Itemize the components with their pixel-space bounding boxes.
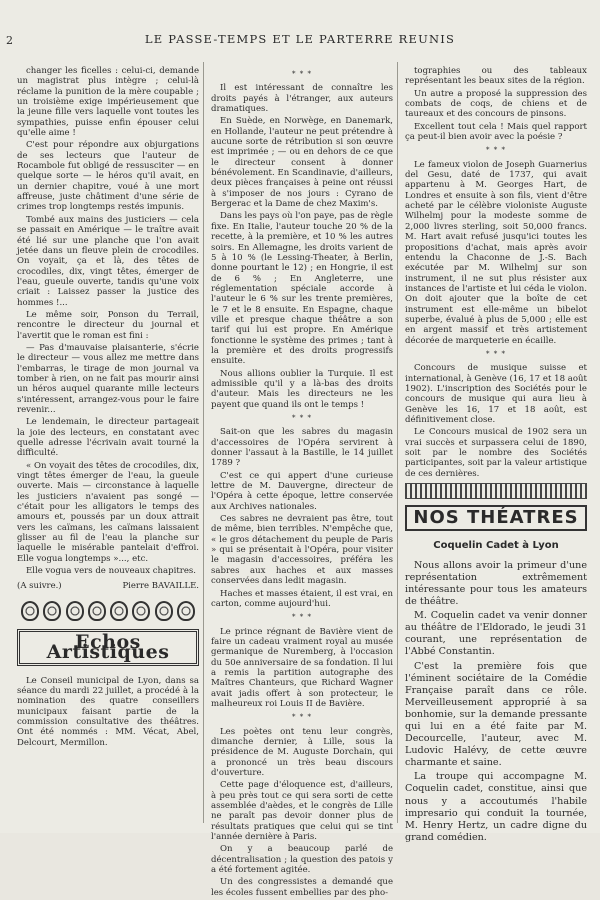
paragraph: Tombé aux mains des justiciers — cela se passait en Amérique — le traître avait été lié sur une planche que l'on avait jetée dans un fleuve plein de crocodiles. On voyait, ça et là, des têtes de crocodiles, dix, vingt têtes, émerger de l'eau, gueule ouverte, tandis qu'une voix criait : Laissez passer la justice des hommes !... bbox=[17, 214, 199, 308]
paragraph: Le prince régnant de Bavière vient de faire un cadeau vraiment royal au musée germanique de Nuremberg, à l'occasion du 50e anniversaire de sa fondation. Il lui a remis la partition autographe des Maîtres Chanteurs, que Richard Wagner avait jadis offert à son protecteur, le malheureux roi Louis II de Bavière. bbox=[211, 626, 393, 709]
ornament-icon bbox=[66, 601, 84, 621]
column-divider bbox=[203, 62, 204, 823]
ornament-icon bbox=[110, 601, 128, 621]
paragraph: — Pas d'mauvaise plaisanterie, s'écrie le directeur — vous allez me mettre dans l'embarras, le tirage de mon journal va tomber à rien, on ne fait pas mourir ainsi un héros auquel quarante mille lecteurs s'intéressent, arrangez-vous pour le faire revenir... bbox=[17, 342, 199, 415]
paragraph: C'est pour répondre aux objurgations de ses lecteurs que l'auteur de Rocambole fut obligé de ressusciter — en quelque sorte — le héros qu'il avait, en un dernier chapitre, voué à une mort affreuse, juste châtiment d'une série de crimes trop longtemps restés impunis. bbox=[17, 140, 199, 213]
separator-stars: * * * bbox=[486, 349, 506, 358]
ornament-icon bbox=[88, 601, 106, 621]
paragraph: Sait-on que les sabres du magasin d'accessoires de l'Opéra servirent à donner l'assaut à la Bastille, le 14 juillet 1789 ? bbox=[211, 427, 393, 469]
separator-stars: * * * bbox=[292, 414, 312, 422]
paragraph: Le Concours musical de 1902 sera un vrai succès et surpassera celui de 1890, soit par le nombre des Sociétés participantes, soit par la valeur artistique de ces dernières. bbox=[405, 427, 587, 479]
separator-stars: * * * bbox=[292, 70, 312, 78]
separator-stars: * * * bbox=[292, 613, 312, 622]
paragraph: Le fameux violon de Joseph Guarnerius del Gesu, daté de 1737, qui avait appartenu à M. Georges Hart, de Londres et ensuite à son fils, vient d'être acheté par le célèbre violoniste Auguste Wilhelmj pour la modeste somme de 2,000 livres sterling, soit 50,000 francs. M. Hart avait refusé jusqu'ici toutes les propositions d'achat, mais après avoir entendu la Chaconne de J.-S. Bach exécutée par M. Wilhelmj sur son instrument, il ne sut plus résister aux instances de l'artiste et lui céda le violon. On doit ajouter que la boîte de cet instrument est elle-même un bibelot superbe, évalué à plus de 5,000 ; elle est en argent massif et très artistement décorée de marqueterie en écaille. bbox=[405, 159, 587, 346]
paragraph: La troupe qui accompagne M. Coquelin cadet, constitue, ainsi que nous y a accoutumés l'habile impresario qui conduit la tournée, M. Henry Hertz, un cadre digne du grand comédien. bbox=[405, 771, 587, 843]
paragraph: Cette page d'éloquence est, d'ailleurs, à peu près tout ce qui sera sorti de cette assemblée d'aèdes, et le congrès de Lille ne paraît pas devoir donner plus de résultats pratiques que celui qui se tint l'année dernière à Paris. bbox=[211, 780, 393, 843]
paragraph: Ces sabres ne devraient pas être, tout de même, bien terribles. N'empêche que, « le gros détachement du peuple de Paris » qui se présentait à l'Opéra, pour visiter le magasin d'accessoires, préféra les sabres aux haches et aux masses conservées dans ledit magasin. bbox=[211, 514, 393, 587]
column-2 bbox=[211, 66, 393, 900]
decorative-border bbox=[405, 483, 587, 499]
paragraph: tographies ou des tableaux représentant les beaux sites de la région. bbox=[405, 66, 587, 87]
column-divider bbox=[397, 62, 398, 823]
paragraph: Il est intéressant de connaître les droits payés à l'étranger, aux auteurs dramatiques. bbox=[211, 83, 393, 115]
paragraph: « On voyait des têtes de crocodiles, dix, vingt têtes émerger de l'eau, la gueule ouverte. Mais — circonstance à laquelle les justiciers n'avaient pas songé — c'était pour les alligators le temps des amours et, poussés par un doux attrait vers les caïmans, les caïmans laissaient glisser au fil de l'eau la planche sur laquelle le misérable pantelait d'effroi. Elle vogua longtemps »..., etc. bbox=[17, 460, 199, 564]
separator-stars: * * * bbox=[486, 146, 506, 155]
paragraph: On y a beaucoup parlé de décentralisation ; la question des patois y a été fortement agitée. bbox=[211, 844, 393, 876]
paragraph: Les poètes ont tenu leur congrès, dimanche dernier, à Lille, sous la présidence de M. Auguste Dorchain, qui a prononcé un très beau discours d'ouverture. bbox=[211, 726, 393, 778]
separator-stars: * * * bbox=[292, 713, 312, 722]
column-1 bbox=[17, 66, 199, 750]
paragraph: Dans les pays où l'on paye, pas de règle fixe. En Italie, l'auteur touche 20 % de la recette, à la première, et 10 % les autres soirs. En Allemagne, les droits varient de 5 à 10 % (le Lessing-Theater, à Berlin, donne pourtant le 12) ; en Hongrie, il est de 6 % ; En Angleterre, une réglementation spéciale accorde à l'auteur le 6 % sur les trente premières, le 7 et le 8 ensuite. En Espagne, chaque ville et presque chaque théâtre a son tarif qui lui est propre. En Amérique fonctionne le système des primes ; tant à la première et des droits progressifs ensuite. bbox=[211, 211, 393, 367]
ornament-icon bbox=[21, 601, 39, 621]
ornament-band bbox=[21, 601, 195, 621]
paragraph: C'est la première fois que l'éminent sociétaire de la Comédie Française paraît dans ce rôle. Merveilleusement approprié à sa bonhomie, sur la demande pressante qui lui en a été faite par M. Decourcelle, l'auteur, avec M. Ludovic Halévy, de cette œuvre charmante et saine. bbox=[405, 660, 587, 769]
paragraph: Le même soir, Ponson du Terrail, rencontre le directeur du journal et l'avertit que le roman est fini : bbox=[17, 309, 199, 341]
paragraph: Le Conseil municipal de Lyon, dans sa séance du mardi 22 juillet, a procédé à la nomination des quatre conseillers municipaux faisant partie de la commission consultative des théâtres. Ont été nommés : MM. Vécat, Abel, Delcourt, Mermillon. bbox=[17, 675, 199, 748]
section-title-echos: Echos Artistiques bbox=[17, 629, 199, 666]
paragraph: Un autre a proposé la suppression des combats de coqs, de chiens et de taureaux et des concours de pinsons. bbox=[405, 88, 587, 120]
page-number: 2 bbox=[6, 34, 13, 47]
paragraph: Nous allions oublier la Turquie. Il est admissible qu'il y a là-bas des droits d'auteur. Mais les directeurs ne les payent que quand ils ont le temps ! bbox=[211, 368, 393, 410]
paragraph: Elle vogua vers de nouveaux chapitres. bbox=[26, 566, 197, 577]
article-subhead: Coquelin Cadet à Lyon bbox=[433, 540, 559, 552]
paragraph: Excellent tout cela ! Mais quel rapport ça peut-il bien avoir avec la poésie ? bbox=[405, 121, 587, 143]
running-header: LE PASSE-TEMPS ET LE PARTERRE REUNIS bbox=[144, 32, 456, 46]
paragraph: En Suède, en Norwège, en Danemark, en Hollande, l'auteur ne peut prétendre à aucune sorte de rétribution si son œuvre est imprimée ; — ou en dehors de ce que le directeur consent à donner bénévolement. En Scandinavie, d'ailleurs, deux pièces françaises à peine ont réussi à s'imposer de nos jours : Cyrano de Bergerac et la Dame de chez Maxim's. bbox=[211, 116, 393, 210]
section-title-theatres: NOS THÉATRES bbox=[405, 505, 587, 531]
paragraph: Concours de musique suisse et international, à Genève (16, 17 et 18 août 1902). L'inscription des Sociétés pour le concours de musique qui aura lieu à Genève les 16, 17 et 18 août, est définitivement close. bbox=[405, 363, 587, 425]
ornament-icon bbox=[177, 601, 195, 621]
ornament-icon bbox=[132, 601, 150, 621]
article-signature-line bbox=[17, 581, 199, 591]
paragraph: changer les ficelles : celui-ci, demande un magistrat plus intègre ; celui-là réclame la punition de la mère coupable ; un troisième exige impérieusement que la jeune fille vers laquelle vont toutes les sympathies, puisse enfin épouser celui qu'elle aime ! bbox=[17, 66, 199, 139]
author-signature: Pierre BAVAILLE. bbox=[122, 580, 199, 591]
to-be-continued: (A suivre.) bbox=[17, 580, 62, 591]
ornament-icon bbox=[43, 601, 61, 621]
ornament-icon bbox=[155, 601, 173, 621]
column-3 bbox=[405, 66, 587, 846]
paragraph: M. Coquelin cadet va venir donner au théâtre de l'Eldorado, le jeudi 31 courant, une représentation de l'Abbé Constantin. bbox=[405, 610, 587, 658]
paragraph: Le lendemain, le directeur partageait la joie des lecteurs, en constatant avec quelle adresse l'écrivain avait tourné la difficulté. bbox=[17, 417, 199, 459]
paragraph: C'est ce qui appert d'une curieuse lettre de M. Dauvergne, directeur de l'Opéra à cette époque, lettre conservée aux Archives nationales. bbox=[211, 470, 393, 512]
paragraph: Nous allons avoir la primeur d'une représentation extrêmement intéressante pour tous les amateurs de théâtre. bbox=[405, 559, 587, 608]
paragraph: Haches et masses étaient, il est vrai, en carton, comme aujourd'hui. bbox=[211, 588, 393, 609]
paragraph: Un des congressistes a demandé que les écoles fussent embellies par des pho- bbox=[211, 877, 393, 898]
